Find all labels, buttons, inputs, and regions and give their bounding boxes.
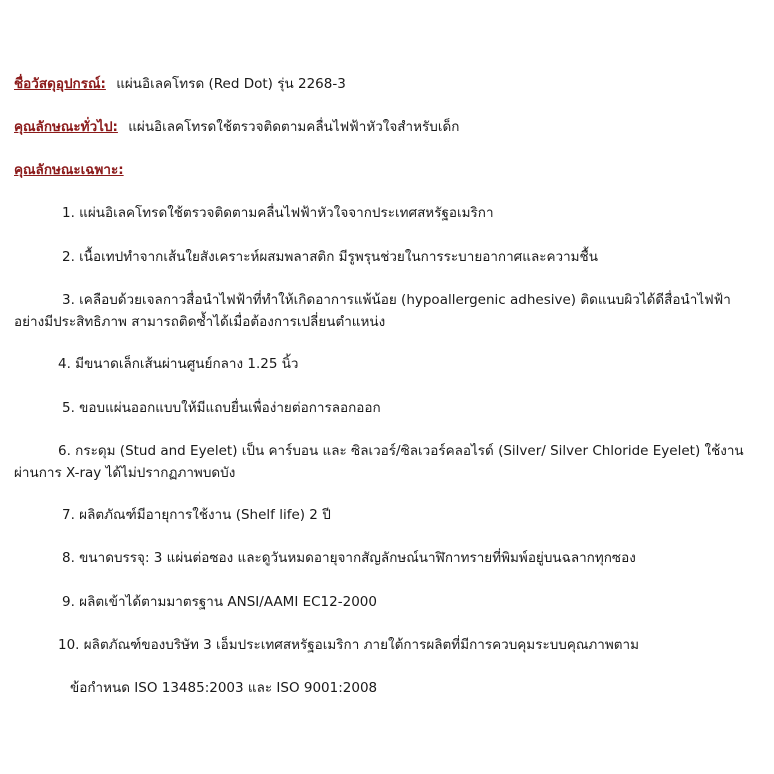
specific-heading-row [14, 160, 756, 180]
general-value: แผ่นอิเลคโทรดใช้ตรวจติดตามคลื่นไฟฟ้าหัวใจสำหรับเด็ก [128, 119, 460, 135]
spec-item: 4. มีขนาดเล็กเส้นผ่านศูนย์กลาง 1.25 นิ้ว [58, 356, 299, 372]
specific-label: คุณลักษณะเฉพาะ: [14, 162, 124, 178]
spec-item: 8. ขนาดบรรจุ: 3 แผ่นต่อซอง และดูวันหมดอายุจากสัญลักษณ์นาฬิกาทรายที่พิมพ์อยู่บนฉลากทุกซอง [62, 550, 636, 566]
spec-item: 6. กระดุม (Stud and Eyelet) เป็น คาร์บอน และ ซิลเวอร์/ซิลเวอร์คลอไรด์ (Silver/ Silver Chloride Eyelet) ใช้งานผ่านการ X-ray ได้ไม่ปรากฏภาพบดบัง [14, 443, 744, 481]
spec-item: ข้อกำหนด ISO 13485:2003 และ ISO 9001:2008 [70, 680, 378, 696]
spec-item: 9. ผลิตเข้าได้ตามมาตรฐาน ANSI/AAMI EC12-2000 [62, 594, 377, 610]
device-name-label: ชื่อวัสดุอุปกรณ์: [14, 76, 106, 92]
spec-item: 10. ผลิตภัณฑ์ของบริษัท 3 เอ็มประเทศสหรัฐอเมริกา ภายใต้การผลิตที่มีการควบคุมระบบคุณภาพตาม [58, 637, 640, 653]
general-label: คุณลักษณะทั่วไป: [14, 119, 118, 135]
spec-item: 7. ผลิตภัณฑ์มีอายุการใช้งาน (Shelf life) 2 ปี [62, 507, 331, 523]
spec-item: 1. แผ่นอิเลคโทรดใช้ตรวจติดตามคลื่นไฟฟ้าหัวใจจากประเทศสหรัฐอเมริกา [62, 205, 494, 221]
device-name-value: แผ่นอิเลคโทรด (Red Dot) รุ่น 2268-3 [116, 76, 346, 92]
spec-item: 5. ขอบแผ่นออกแบบให้มีแถบยื่นเพื่อง่ายต่อการลอกออก [62, 400, 381, 416]
spec-item: 2. เนื้อเทปทำจากเส้นใยสังเคราะห์ผสมพลาสติก มีรูพรุนช่วยในการระบายอากาศและความชื้น [62, 249, 598, 265]
spec-item: 3. เคลือบด้วยเจลกาวสื่อนำไฟฟ้าที่ทำให้เกิดอาการแพ้น้อย (hypoallergenic adhesive) ติดแนบผิวได้ดีสื่อนำไฟฟ้าอย่างมีประสิทธิภาพ สามารถติดซ้ำได้เมื่อต้องการเปลี่ยนตำแหน่ง [14, 292, 731, 330]
general-row [14, 117, 756, 137]
device-name-row [14, 74, 756, 94]
